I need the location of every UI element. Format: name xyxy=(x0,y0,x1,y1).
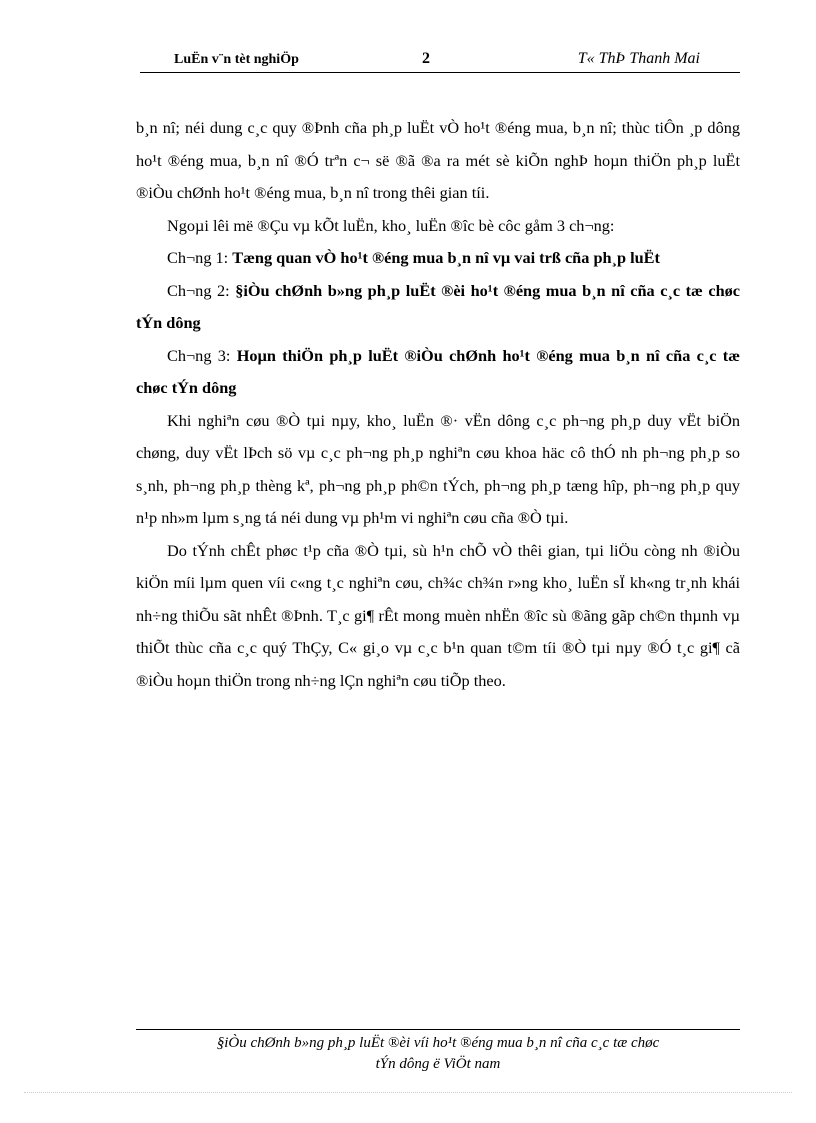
page-boundary-line xyxy=(24,1092,792,1093)
chapter-1 xyxy=(136,242,740,275)
chapter-2-label: Ch¬ng 2: xyxy=(167,280,236,300)
chapter-2-title: §iÒu chØnh b»ng ph¸p luËt ®èi ho¹t ®éng mua b¸n nî cña c¸c tæ chøc tÝn dông xyxy=(136,280,740,332)
document-body xyxy=(136,112,740,697)
header-author: T« ThÞ Thanh Mai xyxy=(577,50,700,67)
chapter-3 xyxy=(136,340,740,405)
paragraph-limitations: Do tÝnh chÊt phøc t¹p cña ®Ò tµi, sù h¹n chÕ vÒ thêi gian, tµi liÖu còng nh ®iÒu kiÖn míi lµm quen víi c«ng t¸c nghiªn cøu, ch¾c ch¾n r»ng kho¸ luËn sÏ kh«ng tr¸nh khái nh÷ng thiÕu sãt nhÊt ®Þnh. T¸c gi¶ rÊt mong muèn nhËn ®îc sù ®ãng gãp ch©n thµnh vµ thiÕt thùc cña c¸c quý ThÇy, C« gi¸o vµ c¸c b¹n quan t©m tíi ®Ò tµi nµy ®Ó t¸c gi¶ cã ®iÒu hoµn thiÖn trong nh÷ng lÇn nghiªn cøu tiÕp theo. xyxy=(136,540,740,690)
footer-line-2: tÝn dông ë ViÖt nam xyxy=(375,1056,501,1072)
paragraph-structure: Ngoµi lêi më ®Çu vµ kÕt luËn, kho¸ luËn ®îc bè côc gåm 3 ch¬ng: xyxy=(167,215,615,235)
page-footer xyxy=(136,1033,740,1075)
paragraph-scope: b¸n nî; néi dung c¸c quy ®Þnh cña ph¸p luËt vÒ ho¹t ®éng mua, b¸n nî; thùc tiÔn ¸p dông ho¹t ®éng mua, b¸n nî ®Ó trªn c¬ së ®ã ®a ra mét sè kiÕn nghÞ hoµn thiÖn ph¸p luËt ®iÒu chØnh ho¹t ®éng mua, b¸n nî trong thêi gian tíi. xyxy=(136,118,740,202)
footer-line-1: §iÒu chØnh b»ng ph¸p luËt ®èi víi ho¹t ®éng mua b¸n nî cña c¸c tæ chøc xyxy=(216,1035,660,1051)
chapter-3-label: Ch¬ng 3: xyxy=(167,345,237,365)
footer-divider xyxy=(136,1029,740,1030)
chapter-3-title: Hoµn thiÖn ph¸p luËt ®iÒu chØnh ho¹t ®éng mua b¸n nî cña c¸c tæ chøc tÝn dông xyxy=(136,345,740,397)
page-number: 2 xyxy=(422,50,430,67)
chapter-2 xyxy=(136,275,740,340)
chapter-1-title: Tæng quan vÒ ho¹t ®éng mua b¸n nî vµ vai trß cña ph¸p luËt xyxy=(232,248,660,267)
paragraph-methods: Khi nghiªn cøu ®Ò tµi nµy, kho¸ luËn ®· vËn dông c¸c ph¬ng ph¸p duy vËt biÖn chøng, duy vËt lÞch sö vµ c¸c ph¬ng ph¸p nghiªn cøu khoa häc cô thÓ nh ph¬ng ph¸p so s¸nh, ph¬ng ph¸p thèng kª, ph¬ng ph¸p ph©n tÝch, ph¬ng ph¸p tæng hîp, ph¬ng ph¸p quy n¹p nh»m lµm s¸ng tá néi dung vµ ph¹m vi nghiªn cøu cña ®Ò tµi. xyxy=(136,410,740,527)
chapter-1-label: Ch¬ng 1: xyxy=(167,248,233,267)
header-thesis-label: LuËn v¨n tèt nghiÖp xyxy=(174,52,299,67)
page-header xyxy=(140,50,740,73)
